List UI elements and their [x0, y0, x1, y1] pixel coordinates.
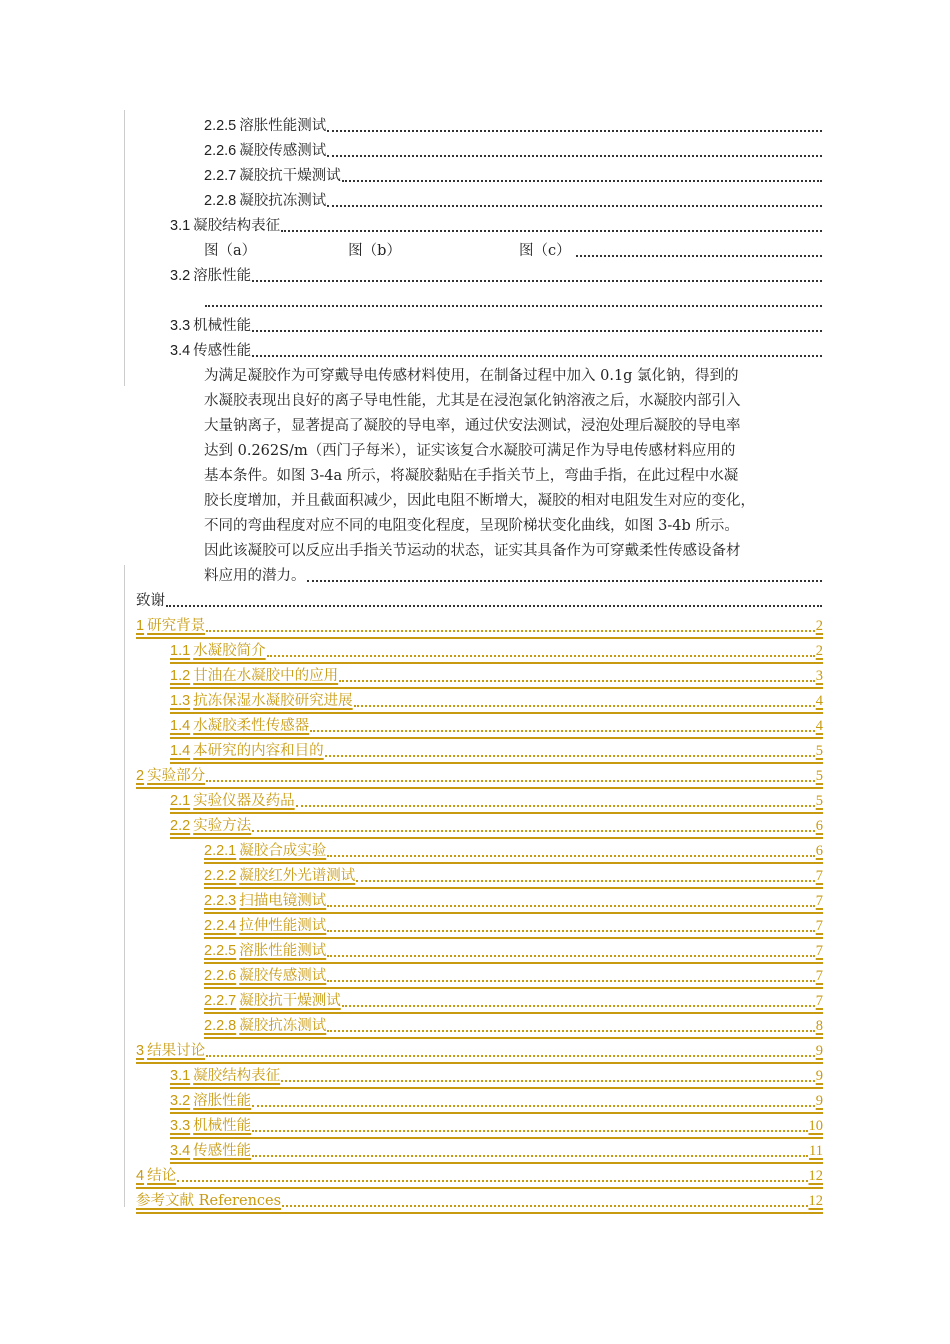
toc-number: 1.1: [170, 643, 191, 659]
toc-page-number: 12: [808, 1193, 823, 1209]
toc-link[interactable]: [204, 964, 823, 989]
toc-number: 2.2.7: [204, 168, 237, 184]
toc-number: 3.1: [170, 1068, 191, 1084]
toc-page-number: 5: [815, 768, 823, 784]
dot-leader: [296, 805, 815, 807]
toc-page-number: 4: [815, 693, 823, 709]
toc-page-number: 2: [815, 643, 823, 659]
toc-page-number: 7: [815, 943, 823, 959]
dot-leader: [206, 630, 815, 632]
toc-number: 2.2.7: [204, 993, 237, 1009]
toc-number: 2.2: [170, 818, 191, 834]
toc-page-number: 9: [815, 1043, 823, 1059]
dot-leader: [327, 130, 822, 132]
toc-entry: [170, 264, 823, 289]
toc-number: 3.3: [170, 318, 191, 334]
dot-leader: [327, 980, 815, 982]
paragraph-line: [204, 414, 823, 439]
toc-page-number: 2: [815, 618, 823, 634]
paragraph-line: [204, 364, 823, 389]
toc-number: 3.1: [170, 218, 191, 234]
toc-link[interactable]: [204, 839, 823, 864]
toc-page-number: 6: [815, 818, 823, 834]
toc-page-number: 11: [809, 1143, 823, 1159]
toc-title: 机械性能: [193, 318, 252, 334]
toc-entry: [204, 239, 823, 264]
toc-page-number: 8: [815, 1018, 823, 1034]
toc-title: 凝胶结构表征: [193, 218, 281, 234]
dot-leader: [206, 1055, 815, 1057]
dot-leader: [206, 780, 815, 782]
toc-title: 实验方法: [193, 818, 252, 834]
toc-page-number: 9: [815, 1068, 823, 1084]
toc-entry: [170, 339, 823, 364]
dot-leader: [310, 730, 815, 732]
dot-leader: [205, 305, 822, 307]
dot-leader: [252, 1130, 807, 1132]
toc-page-number: 10: [808, 1118, 823, 1134]
toc-title: 扫描电镜测试: [239, 893, 327, 909]
paragraph-line: [204, 564, 823, 589]
toc-number: 1.4: [170, 718, 191, 734]
toc-number: 2.2.5: [204, 118, 237, 134]
toc-entry: [204, 289, 823, 314]
toc-entry: [136, 589, 823, 614]
toc-link[interactable]: [204, 864, 823, 889]
figure-label: 图（b）: [348, 243, 401, 259]
toc-number: 2.2.3: [204, 893, 237, 909]
toc-title: 凝胶结构表征: [193, 1068, 281, 1084]
toc-title: 研究背景: [147, 618, 206, 634]
toc-title: 机械性能: [193, 1118, 252, 1134]
toc-title: 水凝胶简介: [193, 643, 266, 659]
margin-rule: [124, 565, 125, 1207]
toc-number: 3.2: [170, 1093, 191, 1109]
paragraph-text: 水凝胶表现出良好的离子导电性能，尤其是在浸泡氯化钠溶液之后，水凝胶内部引入: [204, 393, 741, 409]
paragraph-text: 大量钠离子，显著提高了凝胶的导电率，通过伏安法测试，浸泡处理后凝胶的导电率: [204, 418, 741, 434]
toc-title: 实验部分: [147, 768, 206, 784]
toc-title: 水凝胶柔性传感器: [193, 718, 310, 734]
toc-number: 2.2.8: [204, 1018, 237, 1034]
toc-title: 参考文献 References: [136, 1193, 282, 1209]
toc-link[interactable]: [136, 1189, 823, 1214]
dot-leader: [252, 1155, 808, 1157]
dot-leader: [252, 330, 822, 332]
toc-title: 凝胶抗冻测试: [239, 193, 327, 209]
toc-number: 3.3: [170, 1118, 191, 1134]
dot-leader: [327, 1030, 815, 1032]
toc-title: 凝胶抗干燥测试: [239, 168, 341, 184]
dot-leader: [327, 855, 815, 857]
toc-number: 2.2.8: [204, 193, 237, 209]
dot-leader: [327, 205, 822, 207]
dot-leader: [327, 930, 815, 932]
dot-leader: [307, 564, 823, 582]
dot-leader: [327, 905, 815, 907]
toc-number: 3: [136, 1043, 145, 1059]
toc-number: 1.4: [170, 743, 191, 759]
toc-number: 3.2: [170, 268, 191, 284]
toc-entry: [170, 314, 823, 339]
toc-link[interactable]: [170, 1114, 823, 1139]
toc-link[interactable]: [136, 764, 823, 789]
toc-title: 传感性能: [193, 343, 252, 359]
figure-label: 图（c）: [518, 243, 571, 259]
toc-title: 凝胶合成实验: [239, 843, 327, 859]
toc-link[interactable]: [170, 664, 823, 689]
dot-leader: [327, 955, 815, 957]
dot-leader: [327, 155, 822, 157]
toc-number: 2: [136, 768, 145, 784]
toc-link[interactable]: [170, 714, 823, 739]
toc-title: 凝胶抗干燥测试: [239, 993, 341, 1009]
toc-title: 传感性能: [193, 1143, 252, 1159]
toc-entry: [170, 214, 823, 239]
toc-title: 结果讨论: [147, 1043, 206, 1059]
dot-leader: [356, 880, 815, 882]
toc-title: 致谢: [136, 593, 165, 609]
toc-entry: [204, 114, 823, 139]
toc-title: 实验仪器及药品: [193, 793, 295, 809]
dot-leader: [342, 1005, 815, 1007]
toc-number: 2.2.4: [204, 918, 237, 934]
toc-link[interactable]: [170, 814, 823, 839]
toc-number: 1: [136, 618, 145, 634]
toc-number: 2.1: [170, 793, 191, 809]
dot-leader: [576, 255, 822, 257]
paragraph-line: [204, 539, 823, 564]
dot-leader: [354, 705, 815, 707]
toc-link[interactable]: [204, 889, 823, 914]
toc-number: 2.2.2: [204, 868, 237, 884]
toc-page-number: 12: [808, 1168, 823, 1184]
toc-page-number: 7: [815, 968, 823, 984]
paragraph-line: [204, 439, 823, 464]
dot-leader: [339, 680, 815, 682]
toc-number: 4: [136, 1168, 145, 1184]
paragraph-text: 因此该凝胶可以反应出手指关节运动的状态，证实其具备作为可穿戴柔性传感设备材: [204, 543, 741, 559]
toc-title: 凝胶抗冻测试: [239, 1018, 327, 1034]
toc-number: 1.3: [170, 693, 191, 709]
toc-page-number: 4: [815, 718, 823, 734]
toc-link[interactable]: [136, 1164, 823, 1189]
paragraph-line: [204, 514, 823, 539]
toc-number: 2.2.6: [204, 968, 237, 984]
toc-link[interactable]: [170, 1064, 823, 1089]
dot-leader: [166, 605, 822, 607]
toc-page-number: 5: [815, 793, 823, 809]
toc-link[interactable]: [170, 1089, 823, 1114]
paragraph-text: 胶长度增加，并且截面积减少，因此电阻不断增大，凝胶的相对电阻发生对应的变化，: [204, 493, 755, 509]
paragraph-text: 达到 0.262S/m（西门子每米），证实该复合水凝胶可满足作为导电传感材料应用的: [204, 443, 736, 459]
toc-title: 凝胶红外光谱测试: [239, 868, 356, 884]
dot-leader: [281, 1080, 815, 1082]
toc-number: 1.2: [170, 668, 191, 684]
toc-link[interactable]: [170, 789, 823, 814]
paragraph-line: [204, 489, 823, 514]
toc-page-number: 6: [815, 843, 823, 859]
toc-page-number: 5: [815, 743, 823, 759]
paragraph-line: [204, 389, 823, 414]
toc-title: 溶胀性能测试: [239, 118, 327, 134]
toc-link[interactable]: [170, 739, 823, 764]
toc-entry: [204, 164, 823, 189]
toc-page-number: 7: [815, 868, 823, 884]
toc-title: 凝胶传感测试: [239, 143, 327, 159]
toc-link[interactable]: [204, 914, 823, 939]
toc-link[interactable]: [204, 939, 823, 964]
toc-link[interactable]: [170, 639, 823, 664]
toc-title: 结论: [147, 1168, 177, 1184]
toc-entry: [204, 139, 823, 164]
toc-number: 3.4: [170, 1143, 191, 1159]
toc-number: 2.2.5: [204, 943, 237, 959]
dot-leader: [252, 280, 822, 282]
toc-page-number: 3: [815, 668, 823, 684]
toc-title: 拉伸性能测试: [239, 918, 327, 934]
toc-entry: [204, 189, 823, 214]
toc-title: 溶胀性能: [193, 1093, 252, 1109]
toc-link[interactable]: [170, 689, 823, 714]
toc-title: 抗冻保湿水凝胶研究进展: [193, 693, 353, 709]
toc-title: 本研究的内容和目的: [193, 743, 324, 759]
paragraph-text: 基本条件。如图 3-4a 所示，将凝胶黏贴在手指关节上，弯曲手指，在此过程中水凝: [204, 468, 739, 484]
toc-number: 2.2.6: [204, 143, 237, 159]
dot-leader: [325, 755, 815, 757]
toc-page-number: 7: [815, 993, 823, 1009]
toc-link[interactable]: [136, 1039, 823, 1064]
paragraph-text: 不同的弯曲程度对应不同的电阻变化程度，呈现阶梯状变化曲线，如图 3-4b 所示。: [204, 518, 739, 534]
paragraph-text: 料应用的潜力。: [204, 568, 306, 584]
toc-title: 溶胀性能: [193, 268, 252, 284]
dot-leader: [342, 180, 822, 182]
toc-page-number: 9: [815, 1093, 823, 1109]
dot-leader: [281, 230, 822, 232]
paragraph-line: [204, 464, 823, 489]
margin-rule: [124, 110, 125, 386]
dot-leader: [252, 355, 822, 357]
toc-link[interactable]: [204, 1014, 823, 1039]
toc-page-number: 7: [815, 918, 823, 934]
paragraph-text: 为满足凝胶作为可穿戴导电传感材料使用，在制备过程中加入 0.1g 氯化钠，得到的: [204, 368, 739, 384]
dot-leader: [252, 1105, 815, 1107]
toc-link[interactable]: [170, 1139, 823, 1164]
body-paragraph: [204, 364, 823, 589]
figure-label: 图（a）: [204, 243, 257, 259]
dot-leader: [282, 1205, 807, 1207]
toc-page-number: 7: [815, 893, 823, 909]
toc-link[interactable]: [136, 614, 823, 639]
toc-link[interactable]: [204, 989, 823, 1014]
toc-number: 3.4: [170, 343, 191, 359]
toc-number: 2.2.1: [204, 843, 237, 859]
dot-leader: [177, 1180, 807, 1182]
toc-title: 溶胀性能测试: [239, 943, 327, 959]
dot-leader: [252, 830, 815, 832]
toc-title: 凝胶传感测试: [239, 968, 327, 984]
dot-leader: [267, 655, 815, 657]
toc-title: 甘油在水凝胶中的应用: [193, 668, 339, 684]
